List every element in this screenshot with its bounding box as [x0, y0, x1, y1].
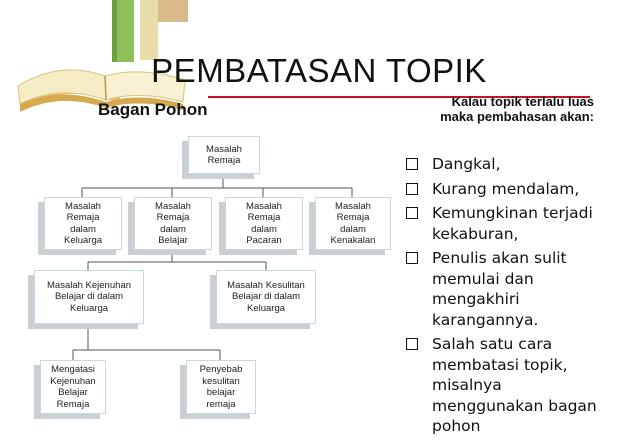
checkbox-bullet-icon — [406, 338, 418, 350]
cream-book-spine — [140, 0, 158, 60]
slide-title: PEMBATASAN TOPIK — [151, 52, 487, 89]
right-heading — [404, 94, 594, 124]
checkbox-bullet-icon — [406, 183, 418, 195]
bullet-item: Kemungkinan terjadi kekaburan, — [404, 203, 604, 244]
bullet-item: Kurang mendalam, — [404, 179, 604, 200]
diagram-subtitle: Bagan Pohon — [98, 100, 208, 119]
bullet-list — [404, 154, 604, 441]
tree-node-level1: Masalah Remaja dalam Keluarga — [44, 197, 122, 250]
bullet-item: Dangkal, — [404, 154, 604, 175]
checkbox-bullet-icon — [406, 207, 418, 219]
tree-node-level1: Masalah Remaja dalam Belajar — [134, 197, 212, 250]
right-heading-line1: Kalau topik terlalu luas — [451, 94, 594, 109]
tree-node-level1: Masalah Remaja dalam Kenakalan — [315, 197, 391, 250]
tree-node-root: Masalah Remaja — [188, 136, 260, 174]
right-heading-line2: maka pembahasan akan: — [440, 109, 594, 124]
bullet-item: Penulis akan sulit memulai dan mengakhiri karangannya. — [404, 248, 604, 330]
checkbox-bullet-icon — [406, 252, 418, 264]
tree-node-level3: Mengatasi Kejenuhan Belajar Remaja — [40, 360, 106, 414]
tree-node-level2: Masalah Kesulitan Belajar di dalam Keluarga — [216, 270, 316, 324]
bullet-item: Salah satu cara membatasi topik, misalnya menggunakan bagan pohon — [404, 334, 604, 437]
tree-node-level2: Masalah Kejenuhan Belajar di dalam Keluarga — [34, 270, 144, 324]
checkbox-bullet-icon — [406, 158, 418, 170]
tree-node-level1: Masalah Remaja dalam Pacaran — [225, 197, 303, 250]
tree-node-level3: Penyebab kesulitan belajar remaja — [186, 360, 256, 414]
